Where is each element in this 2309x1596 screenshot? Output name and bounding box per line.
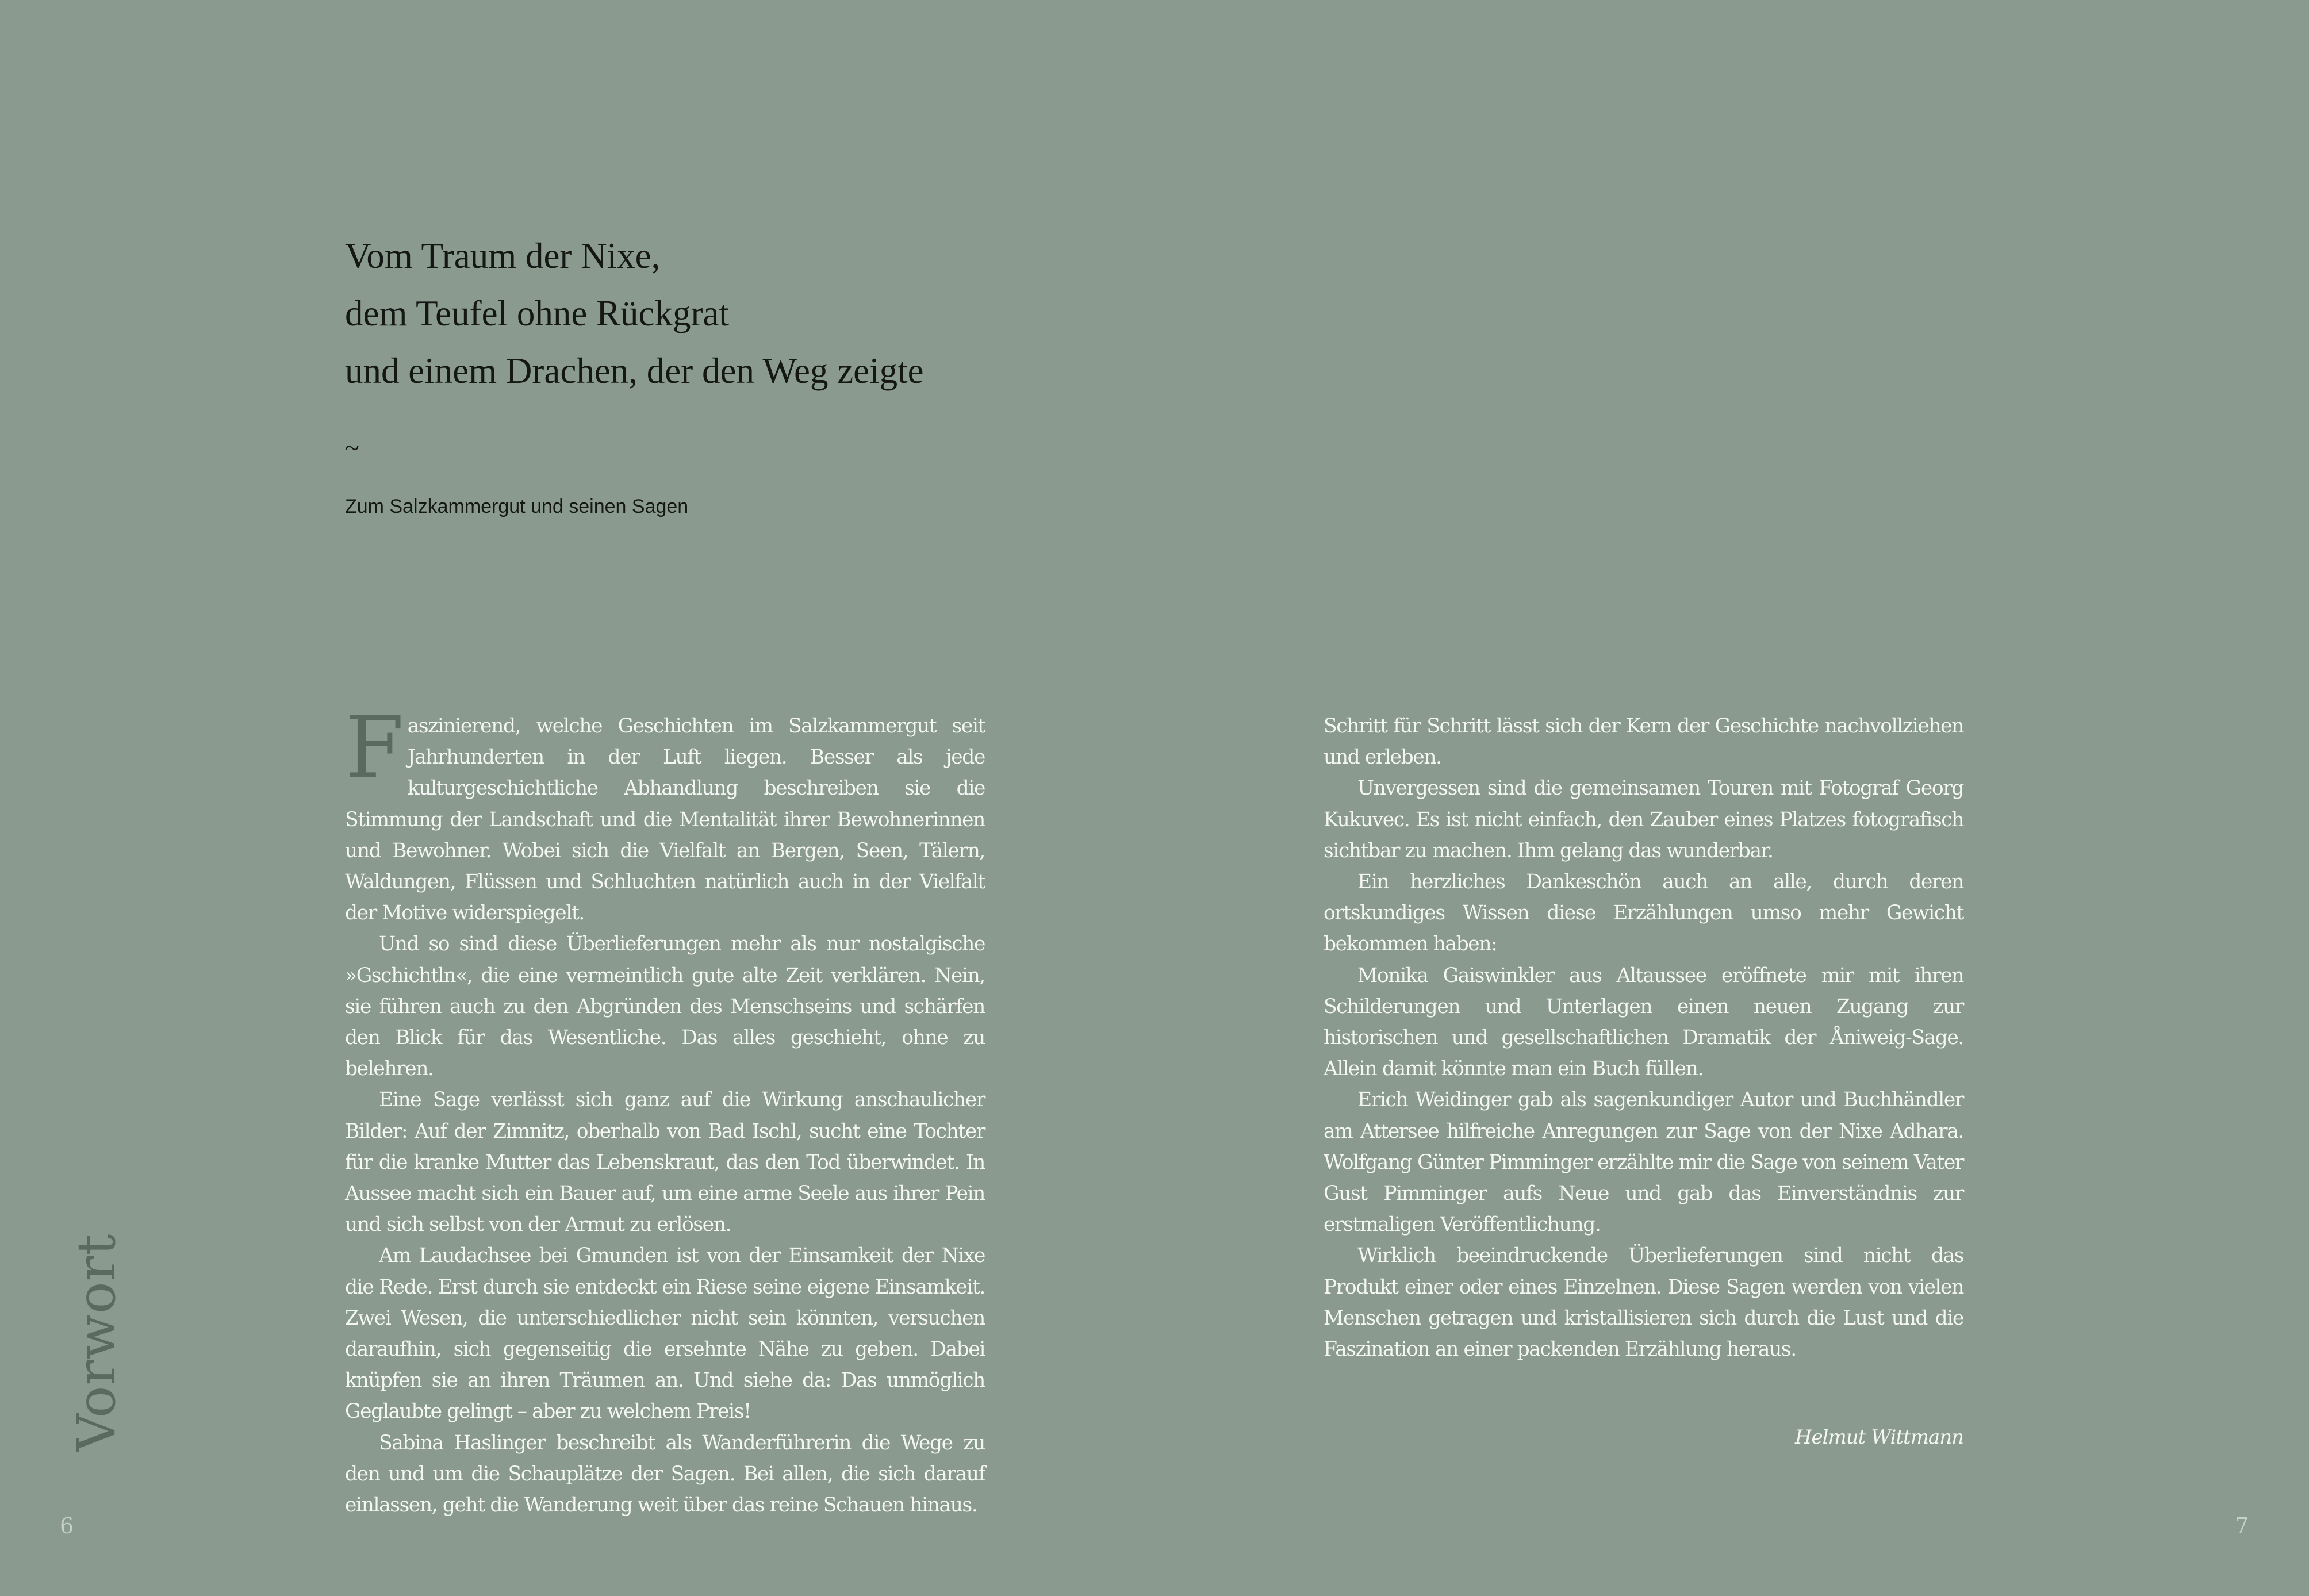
author-signature: Helmut Wittmann (1794, 1426, 1963, 1449)
title-line-1: Vom Traum der Nixe, (345, 236, 661, 276)
paragraph: Eine Sage verlässt sich ganz auf die Wirkung anschaulicher Bilder: Auf der Zimnitz, oberhalb von Bad Ischl, sucht eine Tochter für die kranke Mutter das Lebenskraut, das den Tod überwindet. In Aussee macht sich ein Bauer auf, um eine arme Seele aus ihrer Pein und sich selbst von der Armut zu erlösen. (345, 1088, 985, 1237)
right-text-column (1324, 711, 1963, 1365)
paragraph: Sabina Haslinger beschreibt als Wanderführerin die Wege zu den und um die Schauplätze der Sagen. Bei allen, die sich darauf einlassen, geht die Wanderung weit über das reine Schauen hinaus. (345, 1431, 985, 1517)
title-line-3: und einem Drachen, der den Weg zeigte (345, 351, 924, 391)
paragraph: Am Laudachsee bei Gmunden ist von der Einsamkeit der Nixe die Rede. Erst durch sie entdeckt ein Riese seine eigene Einsamkeit. Zwei Wesen, die unterschiedlicher nicht sein könnten, versuchen daraufhin, sich gegenseitig die ersehnte Nähe zu geben. Dabei knüpfen sie an ihren Träumen an. Und siehe da: Das unmöglich Geglaubte gelingt – aber zu welchem Preis! (345, 1244, 985, 1424)
paragraph: Wirklich beeindruckende Überlieferungen sind nicht das Produkt einer oder eines Einzelnen. Diese Sagen werden von vielen Menschen getragen und kristallisieren sich durch die Lust und die Faszination an einer packenden Erzählung heraus. (1324, 1244, 1963, 1361)
paragraph: Erich Weidinger gab als sagenkundiger Autor und Buchhändler am Attersee hilfreiche Anregungen zur Sage von der Nixe Adhara. Wolfgang Günter Pimminger erzählte mir die Sage von seinem Vater Gust Pimminger aufs Neue und gab das Einverständnis zur erstmaligen Veröffentlichung. (1324, 1088, 1963, 1237)
paragraph: Ein herzliches Dankeschön auch an alle, durch deren ortskundiges Wissen diese Erzählungen umso mehr Gewicht bekommen haben: (1324, 870, 1963, 956)
paragraph: Unvergessen sind die gemeinsamen Touren mit Fotograf Georg Kukuvec. Es ist nicht einfach, den Zauber eines Platzes fotografisch sichtbar zu machen. Ihm gelang das wunderbar. (1324, 777, 1963, 862)
section-label-vertical: Vorwort (66, 1233, 127, 1452)
paragraph-text: aszinierend, welche Geschichten im Salzkammergut seit Jahrhunderten in der Luft liegen. Besser als jede kulturgeschichtliche Abhandlung beschreiben sie die Stimmung der Landschaft und die Mentalität ihrer Bewohnerinnen und Bewohner. Wobei sich die Vielfalt an Bergen, Seen, Tälern, Waldungen, Flüssen und Schluchten natürlich auch in der Vielfalt der Motive widerspiegelt. (345, 715, 985, 925)
paragraph: Schritt für Schritt lässt sich der Kern der Geschichte nachvollziehen und erleben. (1324, 715, 1963, 769)
drop-cap: F (345, 698, 404, 797)
page-number-right: 7 (2235, 1513, 2249, 1539)
paragraph (345, 698, 985, 929)
title-line-2: dem Teufel ohne Rückgrat (345, 293, 729, 333)
page-number-left: 6 (60, 1513, 74, 1539)
chapter-title (345, 227, 1380, 400)
paragraph: Und so sind diese Überlieferungen mehr als nur nostalgische »Gschichtln«, die eine vermeintlich gute alte Zeit verklären. Nein, sie führen auch zu den Abgründen des Menschseins und schärfen den Blick für das Wesentliche. Das alles geschieht, ohne zu belehren. (345, 933, 985, 1081)
paragraph: Monika Gaiswinkler aus Altaussee eröffnete mir mit ihren Schilderungen und Unterlagen einen neuen Zugang zur historischen und gesellschaftlichen Dramatik der Åniweig-Sage. Allein damit könnte man ein Buch füllen. (1324, 964, 1963, 1081)
title-ornament: ~ (345, 433, 359, 462)
subtitle: Zum Salzkammergut und seinen Sagen (345, 496, 689, 517)
left-text-column (345, 698, 985, 1521)
